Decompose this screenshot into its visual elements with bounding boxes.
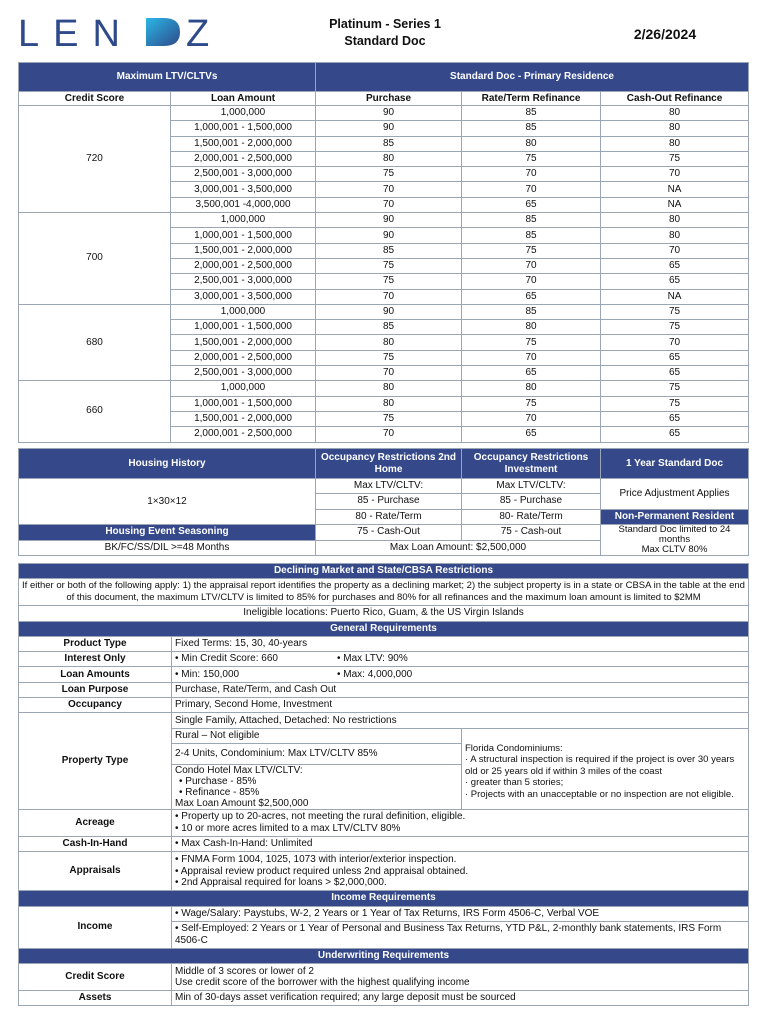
loan-amounts-label: Loan Amounts [19, 667, 172, 682]
condo-hotel-line-4: Max Loan Amount $2,500,000 [175, 797, 309, 809]
rate-term-cell: 70 [462, 350, 601, 365]
ltv-column-headers [19, 92, 749, 106]
loan-amount-cell: 3,500,001 -4,000,000 [171, 197, 316, 212]
document-date: 2/26/2024 [633, 26, 697, 42]
purchase-cell: 80 [316, 151, 462, 166]
loan-amount-cell: 1,500,001 - 2,000,000 [171, 335, 316, 350]
cash-out-cell: 75 [601, 381, 749, 396]
loan-amount-cell: 1,000,000 [171, 304, 316, 319]
rate-term-cell: 75 [462, 151, 601, 166]
loan-amount-cell: 3,000,001 - 3,500,000 [171, 289, 316, 304]
purchase-cell: 90 [316, 213, 462, 228]
purchase-cell: 75 [316, 350, 462, 365]
lendz-logo [18, 12, 218, 52]
assets-label: Assets [19, 991, 172, 1006]
loan-amount-cell: 1,000,001 - 1,500,000 [171, 396, 316, 411]
loan-amount-cell: 3,000,001 - 3,500,000 [171, 182, 316, 197]
purchase-cell: 80 [316, 335, 462, 350]
occ-inv-line-2: 85 - Purchase [462, 494, 601, 509]
florida-line-1: Florida Condominiums: [465, 742, 563, 754]
purchase-cell: 70 [316, 289, 462, 304]
ltv-row [19, 213, 749, 228]
loan-amount-cell: 2,500,001 - 3,000,000 [171, 274, 316, 289]
credit-score-value [172, 964, 749, 991]
title-line-1: Platinum - Series 1 [329, 17, 441, 31]
rate-term-cell: 80 [462, 320, 601, 335]
cash-out-cell: 65 [601, 366, 749, 381]
loan-amount-cell: 1,000,001 - 1,500,000 [171, 121, 316, 136]
cash-out-cell: NA [601, 182, 749, 197]
cash-out-cell: 65 [601, 427, 749, 442]
product-type-value: Fixed Terms: 15, 30, 40-years [172, 636, 749, 651]
appraisals-line-2: • Appraisal review product required unless 2nd appraisal obtained. [175, 865, 469, 877]
rate-term-cell: 75 [462, 396, 601, 411]
purchase-cell: 75 [316, 274, 462, 289]
purchase-cell: 90 [316, 121, 462, 136]
occupancy-value: Primary, Second Home, Investment [172, 698, 749, 713]
purchase-cell: 75 [316, 258, 462, 273]
loan-amounts-max: • Max: 4,000,000 [337, 668, 413, 680]
purchase-cell: 90 [316, 228, 462, 243]
cash-out-cell: 65 [601, 411, 749, 426]
loan-amount-cell: 1,500,001 - 2,000,000 [171, 136, 316, 151]
purchase-cell: 75 [316, 167, 462, 182]
one-year-standard-doc-header: 1 Year Standard Doc [601, 449, 749, 479]
credit-score-label: Credit Score [19, 964, 172, 991]
occupancy-table [18, 448, 749, 556]
occ-inv-line-4: 75 - Cash-out [462, 525, 601, 541]
cash-out-cell: 70 [601, 243, 749, 258]
credit-score-cell: 720 [19, 106, 171, 213]
one-year-standard-doc-value: Price Adjustment Applies [601, 479, 749, 510]
occupancy-2nd-home-header: Occupancy Restrictions 2nd Home [316, 449, 462, 479]
rate-term-cell: 75 [462, 335, 601, 350]
interest-only-max-ltv: • Max LTV: 90% [337, 653, 408, 665]
purchase-cell: 85 [316, 136, 462, 151]
cash-out-cell: NA [601, 197, 749, 212]
product-type-label: Product Type [19, 636, 172, 651]
purchase-cell: 80 [316, 396, 462, 411]
occ-2nd-line-4: 75 - Cash-Out [316, 525, 462, 541]
underwriting-requirements-header: Underwriting Requirements [19, 948, 749, 963]
loan-amount-cell: 1,000,000 [171, 106, 316, 121]
rate-term-cell: 85 [462, 213, 601, 228]
loan-amount-cell: 1,500,001 - 2,000,000 [171, 411, 316, 426]
page-header [0, 0, 770, 62]
credit-score-cell: 660 [19, 381, 171, 442]
cash-out-cell: 70 [601, 335, 749, 350]
rate-term-cell: 70 [462, 274, 601, 289]
condo-hotel-line-3: • Refinance - 85% [179, 786, 260, 798]
title-line-2: Standard Doc [344, 34, 426, 48]
purchase-cell: 85 [316, 320, 462, 335]
loan-purpose-value: Purchase, Rate/Term, and Cash Out [172, 682, 749, 697]
housing-event-seasoning-header: Housing Event Seasoning [19, 525, 316, 541]
loan-amount-cell: 2,000,001 - 2,500,000 [171, 151, 316, 166]
ltv-right-header: Standard Doc - Primary Residence [316, 63, 749, 92]
rate-term-cell: 65 [462, 366, 601, 381]
income-line-1: • Wage/Salary: Paystubs, W-2, 2 Years or 1 Year of Tax Returns, IRS Form 4506-C, Verbal VOE [172, 906, 749, 921]
loan-amount-cell: 2,500,001 - 3,000,000 [171, 366, 316, 381]
condo-hotel-line-2: • Purchase - 85% [179, 775, 257, 787]
acreage-value [172, 809, 749, 836]
credit-score-line-1: Middle of 3 scores or lower of 2 [175, 965, 314, 977]
housing-history-header: Housing History [19, 449, 316, 479]
loan-amounts-min: • Min: 150,000 [175, 668, 240, 680]
condo-hotel [172, 764, 462, 809]
purchase-cell: 70 [316, 427, 462, 442]
appraisals-line-1: • FNMA Form 1004, 1025, 1073 with interior/exterior inspection. [175, 854, 457, 866]
declining-market-text: If either or both of the following apply: 1) the appraisal report identifies the property as a declining market; 2) the subject property is in a state or CBSA in the table at the end of this document, the maximum LTV/CLTV is limited to 85% for purchases and 80% for all refinances and the maximum loan amount is limited to $2MM [19, 579, 749, 606]
property-row-2: Rural – Not eligible [172, 728, 462, 743]
cash-out-cell: 65 [601, 274, 749, 289]
income-line-2: • Self-Employed: 2 Years or 1 Year of Personal and Business Tax Returns, YTD P&L, 2-monthly bank statements, IRS Form 4506-C [172, 921, 749, 948]
cash-out-cell: 80 [601, 121, 749, 136]
income-label: Income [19, 906, 172, 948]
cash-out-cell: 75 [601, 396, 749, 411]
purchase-cell: 70 [316, 197, 462, 212]
occ-2nd-line-2: 85 - Purchase [316, 494, 462, 509]
florida-line-4: · Projects with an unacceptable or no inspection are not eligible. [465, 788, 734, 800]
cash-out-cell: 80 [601, 228, 749, 243]
ltv-column-header: Purchase [316, 92, 462, 106]
property-row-3: 2-4 Units, Condominium: Max LTV/CLTV 85% [172, 743, 462, 764]
florida-condominiums [462, 728, 749, 809]
purchase-cell: 70 [316, 366, 462, 381]
cash-out-cell: 80 [601, 106, 749, 121]
rate-term-cell: 85 [462, 304, 601, 319]
credit-score-line-2: Use credit score of the borrower with the highest qualifying income [175, 977, 470, 989]
ltv-column-header: Cash-Out Refinance [601, 92, 749, 106]
acreage-line-1: • Property up to 20-acres, not meeting the rural definition, eligible. [175, 811, 466, 823]
cash-out-cell: NA [601, 289, 749, 304]
cash-out-cell: 80 [601, 136, 749, 151]
rate-term-cell: 70 [462, 167, 601, 182]
purchase-cell: 80 [316, 381, 462, 396]
non-permanent-resident-value [601, 525, 749, 556]
rate-term-cell: 85 [462, 228, 601, 243]
ltv-row [19, 106, 749, 121]
income-requirements-header: Income Requirements [19, 891, 749, 906]
housing-history-value: 1×30×12 [19, 479, 316, 525]
assets-value: Min of 30-days asset verification required; any large deposit must be sourced [172, 991, 749, 1006]
interest-only-value [172, 652, 749, 667]
condo-hotel-line-1: Condo Hotel Max LTV/CLTV: [175, 764, 303, 776]
rate-term-cell: 65 [462, 427, 601, 442]
general-requirements-header: General Requirements [19, 621, 749, 636]
purchase-cell: 85 [316, 243, 462, 258]
svg-text:Z: Z [186, 13, 210, 52]
cash-out-cell: 65 [601, 258, 749, 273]
purchase-cell: 90 [316, 304, 462, 319]
svg-text:LEN: LEN [18, 13, 134, 52]
acreage-line-2: • 10 or more acres limited to a max LTV/CLTV 80% [175, 822, 401, 834]
loan-amount-cell: 1,000,001 - 1,500,000 [171, 228, 316, 243]
ltv-column-header: Loan Amount [171, 92, 316, 106]
rate-term-cell: 65 [462, 289, 601, 304]
loan-amount-cell: 2,000,001 - 2,500,000 [171, 427, 316, 442]
occ-inv-line-1: Max LTV/CLTV: [462, 479, 601, 494]
appraisals-label: Appraisals [19, 852, 172, 891]
cash-out-cell: 75 [601, 304, 749, 319]
document-title [300, 16, 470, 50]
purchase-cell: 90 [316, 106, 462, 121]
ltv-table [18, 62, 749, 443]
loan-purpose-label: Loan Purpose [19, 682, 172, 697]
cash-in-hand-value: • Max Cash-In-Hand: Unlimited [172, 836, 749, 851]
ltv-column-header: Rate/Term Refinance [462, 92, 601, 106]
occ-2nd-line-3: 80 - Rate/Term [316, 509, 462, 524]
cash-out-cell: 70 [601, 167, 749, 182]
housing-event-seasoning-value: BK/FC/SS/DIL >=48 Months [19, 540, 316, 556]
loan-amount-cell: 1,000,001 - 1,500,000 [171, 320, 316, 335]
property-type-label: Property Type [19, 713, 172, 810]
property-row-1: Single Family, Attached, Detached: No restrictions [172, 713, 749, 728]
ltv-left-header: Maximum LTV/CLTVs [19, 63, 316, 92]
requirements-table [18, 563, 749, 1006]
rate-term-cell: 75 [462, 243, 601, 258]
cash-out-cell: 80 [601, 213, 749, 228]
interest-only-label: Interest Only [19, 652, 172, 667]
rate-term-cell: 80 [462, 381, 601, 396]
cash-in-hand-label: Cash-In-Hand [19, 836, 172, 851]
purchase-cell: 75 [316, 411, 462, 426]
credit-score-cell: 700 [19, 213, 171, 305]
loan-amount-cell: 2,000,001 - 2,500,000 [171, 258, 316, 273]
appraisals-line-3: • 2nd Appraisal required for loans > $2,000,000. [175, 877, 387, 889]
occupancy-label: Occupancy [19, 698, 172, 713]
credit-score-cell: 680 [19, 304, 171, 380]
max-loan-amount: Max Loan Amount: $2,500,000 [316, 540, 601, 556]
ltv-row [19, 304, 749, 319]
interest-only-min-score: • Min Credit Score: 660 [175, 653, 278, 665]
acreage-label: Acreage [19, 809, 172, 836]
ineligible-locations: Ineligible locations: Puerto Rico, Guam, & the US Virgin Islands [19, 606, 749, 621]
loan-amounts-value [172, 667, 749, 682]
florida-line-3: · greater than 5 stories; [465, 777, 564, 789]
npr-line-1: Standard Doc limited to 24 months [618, 524, 731, 545]
ltv-column-header: Credit Score [19, 92, 171, 106]
loan-amount-cell: 1,000,000 [171, 213, 316, 228]
npr-line-2: Max CLTV 80% [641, 544, 708, 555]
rate-term-cell: 85 [462, 106, 601, 121]
loan-amount-cell: 1,000,000 [171, 381, 316, 396]
cash-out-cell: 75 [601, 151, 749, 166]
loan-amount-cell: 2,500,001 - 3,000,000 [171, 167, 316, 182]
rate-term-cell: 70 [462, 258, 601, 273]
rate-term-cell: 85 [462, 121, 601, 136]
florida-line-2: · A structural inspection is required if the project is over 30 years old or 25 years old if within 3 miles of the coast [465, 754, 735, 777]
ltv-row [19, 381, 749, 396]
appraisals-value [172, 852, 749, 891]
rate-term-cell: 80 [462, 136, 601, 151]
rate-term-cell: 70 [462, 182, 601, 197]
occupancy-investment-header: Occupancy Restrictions Investment [462, 449, 601, 479]
non-permanent-resident-header: Non-Permanent Resident [601, 509, 749, 524]
cash-out-cell: 75 [601, 320, 749, 335]
declining-market-header: Declining Market and State/CBSA Restrictions [19, 564, 749, 579]
rate-term-cell: 70 [462, 411, 601, 426]
rate-term-cell: 65 [462, 197, 601, 212]
cash-out-cell: 65 [601, 350, 749, 365]
loan-amount-cell: 2,000,001 - 2,500,000 [171, 350, 316, 365]
occ-2nd-line-1: Max LTV/CLTV: [316, 479, 462, 494]
purchase-cell: 70 [316, 182, 462, 197]
occ-inv-line-3: 80- Rate/Term [462, 509, 601, 524]
loan-amount-cell: 1,500,001 - 2,000,000 [171, 243, 316, 258]
